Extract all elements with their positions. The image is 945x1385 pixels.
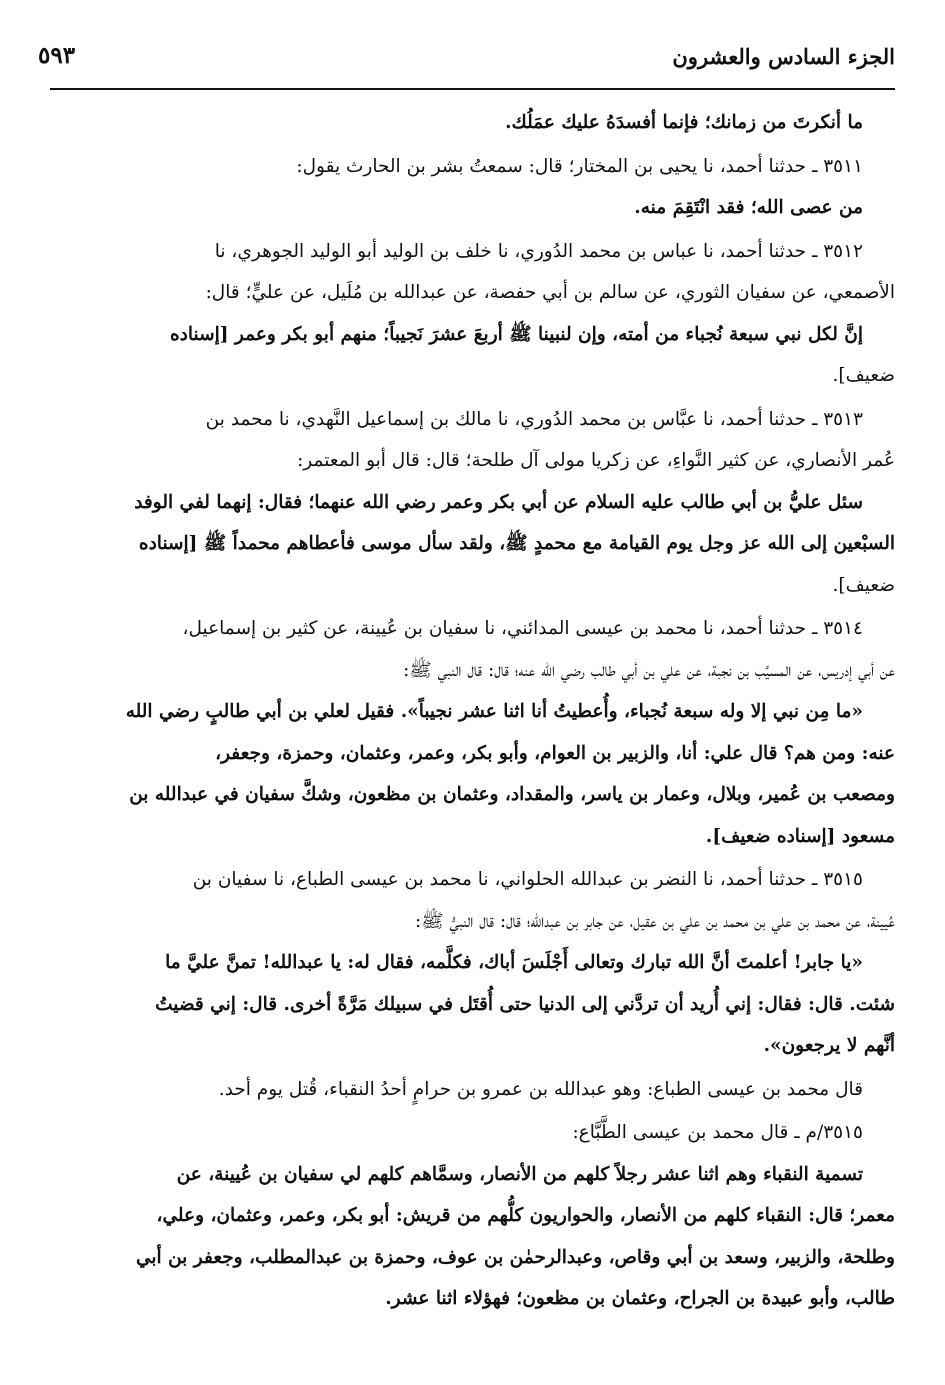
text-line: عُيينة، عن محمد بن علي بن محمد بن علي بن عقيل، عن جابر بن عبدالله؛ قال: قال النبيُّ ﷺ:	[415, 910, 895, 932]
text-line: عُمر الأنصاري، عن كثير النَّواءِ، عن زكريا مولى آل طلحة؛ قال: قال أبو المعتمر:	[297, 450, 895, 471]
text-line: أنَّهم لا يرجعون».	[763, 1035, 895, 1056]
text-line: معمر؛ قال: النقباء كلهم من الأنصار، والحواريون كلُّهم من قريش: أبو بكر، وعمر، وعثمان، وعلي،	[156, 1205, 895, 1226]
text-line: السبْعين إلى الله عز وجل يوم القيامة مع محمدٍ ﷺ، ولقد سأل موسى فأعطاهم محمداً ﷺ [إسناده	[138, 533, 895, 554]
text-line: «ما مِن نبي إلا وله سبعة نُجباء، وأُعطيتُ أنا اثنا عشر نجيباً». فقيل لعلي بن أبي طالبٍ رضي الله	[125, 701, 863, 722]
text-line: سئل عليُّ بن أبي طالب عليه السلام عن أبي بكر وعمر رضي الله عنهما؛ فقال: إنهما لفي الوفد	[134, 491, 863, 513]
text-line: عن أبي إدريس، عن المسيَّب بن نجبة، عن علي بن أبي طالب رضي الله عنه؛ قال: قال النبي ﷺ:	[403, 659, 895, 681]
document-body	[60, 102, 895, 1320]
running-title: الجزء السادس والعشرون	[672, 44, 895, 69]
text-line: عنه: ومن هم؟ قال علي: أنا، والزبير بن العوام، وأبو بكر، وعمر، وعثمان، وحمزة، وجعفر،	[215, 742, 895, 764]
text-line: الأصمعي، عن سفيان الثوري، عن سالم بن أبي حفصة، عن عبدالله بن مُلَيل، عن عليٍّ؛ قال:	[205, 282, 895, 303]
text-line: ٣٥١٥/م ـ قال محمد بن عيسى الطَّبَّاع:	[572, 1122, 863, 1143]
text-line: ضعيف].	[832, 365, 895, 386]
text-line: من عصى الله؛ فقد انْتَقِمَ منه.	[634, 197, 863, 218]
page-number: ٥٩٣	[38, 42, 76, 69]
text-line: شئت. قال: فقال: إني أُريد أن تردَّني إلى الدنيا حتى أُقتَل في سبيلك مَرَّةً أخرى. قال: إني قضيتُ	[155, 993, 895, 1015]
text-line: ٣٥١٢ ـ حدثنا أحمد، نا عباس بن محمد الدُوري، نا خلف بن الوليد أبو الوليد الجوهري، نا	[214, 240, 863, 262]
text-line: طالب، وأبو عبيدة بن الجراح، وعثمان بن مظعون؛ فهؤلاء اثنا عشر.	[385, 1288, 895, 1309]
header-rule	[50, 88, 895, 90]
text-line: وطلحة، والزبير، وسعد بن أبي وقاص، وعبدالرحمٰن بن عوف، وحمزة بن عبدالمطلب، وجعفر بن أبي	[135, 1246, 895, 1268]
text-line: ومصعب بن عُمير، وبلال، وعمار بن ياسر، والمقداد، وعثمان بن مظعون، وشكَّ سفيان في عبدالله بن	[129, 784, 895, 805]
text-line: قال محمد بن عيسى الطباع: وهو عبدالله بن عمرو بن حرامٍ أحدُ النقباء، قُتل يوم أحد.	[218, 1078, 863, 1100]
text-line: تسمية النقباء وهم اثنا عشر رجلاً كلهم من الأنصار، وسمَّاهم كلهم لي سفيان بن عُيينة، عن	[176, 1163, 863, 1185]
text-line: ٣٥١١ ـ حدثنا أحمد، نا يحيى بن المختار؛ قال: سمعتُ بشر بن الحارث يقول:	[296, 155, 863, 177]
text-line: ٣٥١٥ ـ حدثنا أحمد، نا النضر بن عبدالله الحلواني، نا محمد بن عيسى الطباع، نا سفيان بن	[192, 869, 863, 890]
text-line: إنَّ لكل نبي سبعة نُجباء من أمته، وإن لنبينا ﷺ أربعَ عشرَ نَجيباً؛ منهم أبو بكر وعمر [إسناده	[169, 323, 863, 345]
page-header	[38, 28, 895, 88]
text-line: ٣٥١٤ ـ حدثنا أحمد، نا محمد بن عيسى المدائني، نا سفيان بن عُيينة، عن كثير بن إسماعيل،	[182, 618, 863, 639]
text-line: ما أنكرتَ من زمانك؛ فإنما أفسدَهُ عليك عمَلُك.	[505, 112, 863, 133]
text-line: ضعيف].	[832, 574, 895, 596]
page	[38, 0, 895, 1385]
text-line: ٣٥١٣ ـ حدثنا أحمد، نا عبَّاس بن محمد الدُوري، نا مالك بن إسماعيل النَّهدي، نا محمد بن	[205, 408, 863, 430]
text-line: مسعود [إسناده ضعيف].	[705, 825, 895, 847]
text-line: «يا جابر! أعلمتَ أنَّ الله تبارك وتعالى أَجْلَسَ أباك، فكلَّمه، فقال له: يا عبدالله! تمنَّ عليَّ ما	[165, 952, 863, 973]
